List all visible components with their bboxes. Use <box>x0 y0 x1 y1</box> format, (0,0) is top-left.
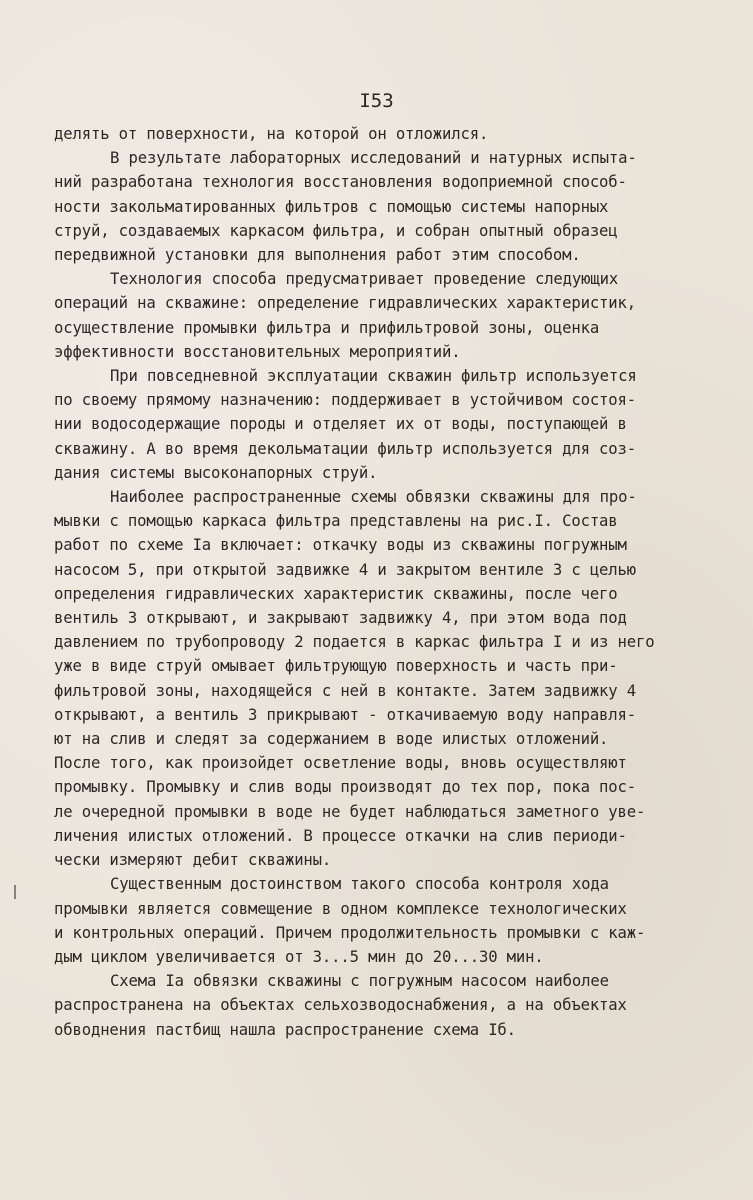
text-line: чески измеряют дебит скважины. <box>54 851 332 870</box>
text-line: Технология способа предусматривает проведение следующих <box>110 270 619 289</box>
text-line: фильтровой зоны, находящейся с ней в контакте. Затем задвижку 4 <box>54 681 637 700</box>
text-line: Существенным достоинством такого способа контроля хода <box>110 875 609 894</box>
body-text <box>54 122 714 1042</box>
paragraph <box>54 872 714 969</box>
text-line: После того, как произойдет осветление воды, вновь осуществляют <box>54 754 627 773</box>
text-line: осуществление промывки фильтра и прифильтровой зоны, оценка <box>54 318 600 337</box>
page-number: I53 <box>359 90 394 112</box>
text-line: ний разработана технология восстановления водоприемной способ- <box>54 173 627 192</box>
text-line: промывки является совмещение в одном комплексе технологических <box>54 899 627 918</box>
text-line: мывки с помощью каркаса фильтра представлены на рис.I. Состав <box>54 512 618 531</box>
text-line: передвижной установки для выполнения работ этим способом. <box>54 246 581 265</box>
text-line: давлением по трубопроводу 2 подается в каркас фильтра I и из него <box>54 633 655 652</box>
text-line: промывку. Промывку и слив воды производят до тех пор, пока пос- <box>54 778 637 797</box>
text-line: ности закольматированных фильтров с помощью системы напорных <box>54 197 609 216</box>
text-line: вентиль 3 открывают, и закрывают задвижку 4, при этом вода под <box>54 609 627 628</box>
text-line: ют на слив и следят за содержанием в воде илистых отложений. <box>54 730 609 749</box>
text-line: При повседневной эксплуатации скважин фильтр используется <box>110 367 637 386</box>
text-line: работ по схеме Iа включает: откачку воды из скважины погружным <box>54 536 627 555</box>
paragraph <box>54 146 714 267</box>
text-line: Наиболее распространенные схемы обвязки скважины для про- <box>110 488 637 507</box>
text-line: Схема Iа обвязки скважины с погружным насосом наиболее <box>110 972 609 991</box>
text-line: по своему прямому назначению: поддерживает в устойчивом состоя- <box>54 391 637 410</box>
paragraph <box>54 364 714 485</box>
text-line: дым циклом увеличивается от 3...5 мин до 20...30 мин. <box>54 947 544 966</box>
text-line: и контрольных операций. Причем продолжительность промывки с каж- <box>54 923 646 942</box>
text-line: ле очередной промывки в воде не будет наблюдаться заметного уве- <box>54 802 646 821</box>
text-line: определения гидравлических характеристик скважины, после чего <box>54 584 618 603</box>
paragraph <box>54 969 714 1042</box>
text-line: личения илистых отложений. В процессе откачки на слив периоди- <box>54 826 627 845</box>
text-line: В результате лабораторных исследований и натурных испыта- <box>110 149 637 168</box>
margin-mark <box>14 885 16 899</box>
paragraph <box>54 485 714 872</box>
text-line: эффективности восстановительных мероприятий. <box>54 342 461 361</box>
text-line: распространена на объектах сельхозводоснабжения, а на объектах <box>54 996 627 1015</box>
paragraph <box>54 267 714 364</box>
text-line: уже в виде струй омывает фильтрующую поверхность и часть при- <box>54 657 618 676</box>
text-line: делять от поверхности, на которой он отложился. <box>54 125 489 143</box>
text-line: скважину. А во время декольматации фильтр используется для соз- <box>54 439 637 458</box>
text-line: насосом 5, при открытой задвижке 4 и закрытом вентиле 3 с целью <box>54 560 637 579</box>
paragraph <box>54 122 714 146</box>
text-line: нии водосодержащие породы и отделяет их от воды, поступающей в <box>54 415 627 434</box>
text-line: струй, создаваемых каркасом фильтра, и собран опытный образец <box>54 221 618 240</box>
text-line: открывают, а вентиль 3 прикрывают - откачиваемую воду направля- <box>54 705 637 724</box>
text-line: обводнения пастбищ нашла распространение схема Iб. <box>54 1020 516 1039</box>
text-line: операций на скважине: определение гидравлических характеристик, <box>54 294 637 313</box>
text-line: дания системы высоконапорных струй. <box>54 463 378 482</box>
